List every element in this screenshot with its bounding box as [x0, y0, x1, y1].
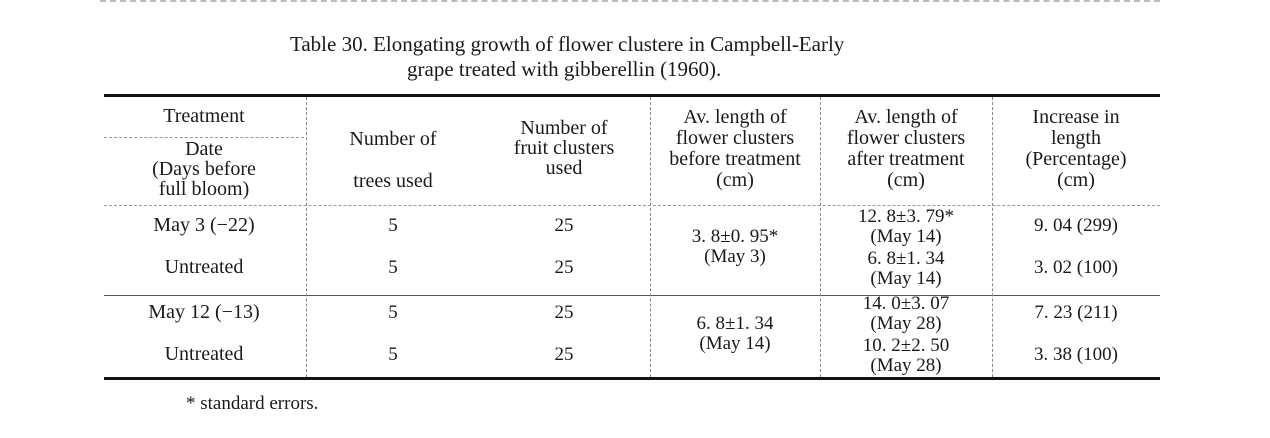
before-group-1: 3. 8±0. 95* (May 3) [691, 226, 779, 267]
row4-increase: 3. 38 (100) [1034, 344, 1118, 365]
header-after: Av. length of flower clusters after treatment (cm) [846, 106, 966, 191]
before-group-2: 6. 8±1. 34 (May 14) [696, 313, 774, 354]
row2-increase: 3. 02 (100) [1034, 257, 1118, 278]
row4-after: 10. 2±2. 50 (May 28) [862, 335, 950, 376]
row3-trees: 5 [388, 302, 398, 323]
top-dashed-rule [100, 0, 1160, 5]
row3-increase: 7. 23 (211) [1034, 302, 1118, 323]
column-separator [306, 97, 307, 377]
header-bottom-divider [104, 205, 1160, 206]
row4-treatment: Untreated [164, 343, 244, 365]
data-table [104, 94, 1160, 380]
caption-line-1: Table 30. Elongating growth of flower clustere in Campbell-Early [290, 32, 845, 56]
row1-treatment: May 3 (−22) [153, 214, 255, 236]
footnote: * standard errors. [186, 393, 319, 414]
row1-after: 12. 8±3. 79* (May 14) [858, 206, 954, 247]
table-bottom-rule [104, 377, 1160, 380]
row2-treatment: Untreated [164, 256, 244, 278]
row2-after: 6. 8±1. 34 (May 14) [867, 248, 945, 289]
row1-clusters: 25 [554, 215, 574, 236]
header-increase: Increase in length (Percentage) (cm) [1025, 106, 1127, 191]
header-treatment: Treatment [163, 105, 245, 127]
header-clusters: Number of fruit clusters used [513, 117, 615, 179]
row3-clusters: 25 [554, 302, 574, 323]
header-date: Date (Days before full bloom) [152, 138, 256, 200]
header-trees: Number of trees used [349, 128, 437, 192]
row3-after: 14. 0±3. 07 (May 28) [862, 293, 950, 334]
row4-clusters: 25 [554, 344, 574, 365]
table-top-rule [104, 94, 1160, 97]
row2-clusters: 25 [554, 257, 574, 278]
row3-treatment: May 12 (−13) [148, 301, 260, 323]
caption-line-2: grape treated with gibberellin (1960). [407, 57, 722, 81]
row4-trees: 5 [388, 344, 398, 365]
row1-trees: 5 [388, 215, 398, 236]
group-separator-rule [104, 295, 1160, 296]
row1-increase: 9. 04 (299) [1034, 215, 1118, 236]
header-before: Av. length of flower clusters before treatment (cm) [669, 106, 801, 191]
row2-trees: 5 [388, 257, 398, 278]
